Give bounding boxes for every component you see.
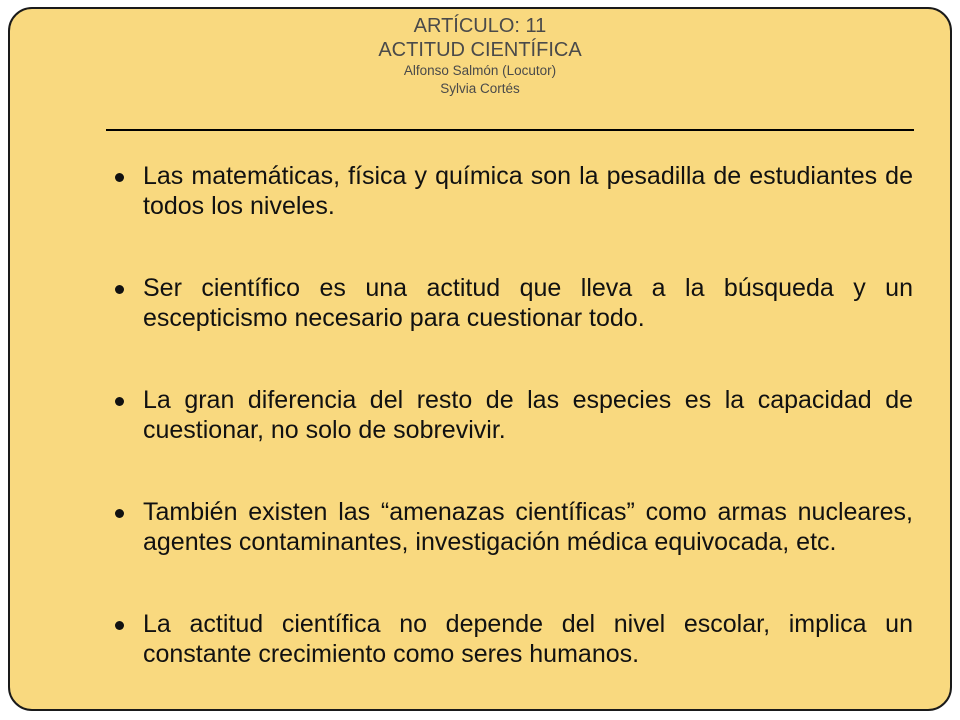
bullet-text: La gran diferencia del resto de las especies es la capacidad de cuestionar, no solo de sobrevivir. (143, 386, 913, 444)
bullet-dot-icon (115, 173, 124, 182)
bullet-list (113, 161, 913, 669)
bullet-dot-icon (115, 621, 124, 630)
article-title: ACTITUD CIENTÍFICA (378, 39, 582, 61)
author-line: Alfonso Salmón (Locutor) (403, 63, 557, 78)
slide-panel (8, 7, 952, 711)
coauthor-line: Sylvia Cortés (440, 81, 520, 96)
bullet-text: La actitud científica no depende del nivel escolar, implica un constante crecimiento como seres humanos. (143, 610, 913, 668)
bullet-item (113, 161, 913, 221)
article-number: ARTÍCULO: 11 (413, 15, 547, 37)
slide-header (10, 9, 950, 98)
bullet-item (113, 497, 913, 557)
bullet-item (113, 385, 913, 445)
bullet-item (113, 273, 913, 333)
bullet-text: Las matemáticas, física y química son la pesadilla de estudiantes de todos los niveles. (143, 162, 913, 220)
bullet-dot-icon (115, 285, 124, 294)
bullet-text: También existen las “amenazas científicas” como armas nucleares, agentes contaminantes, investigación médica equivocada, etc. (143, 498, 913, 556)
bullet-text: Ser científico es una actitud que lleva a la búsqueda y un escepticismo necesario para cuestionar todo. (143, 274, 913, 332)
header-divider (106, 129, 914, 131)
bullet-dot-icon (115, 397, 124, 406)
bullet-dot-icon (115, 509, 124, 518)
bullet-item (113, 609, 913, 669)
